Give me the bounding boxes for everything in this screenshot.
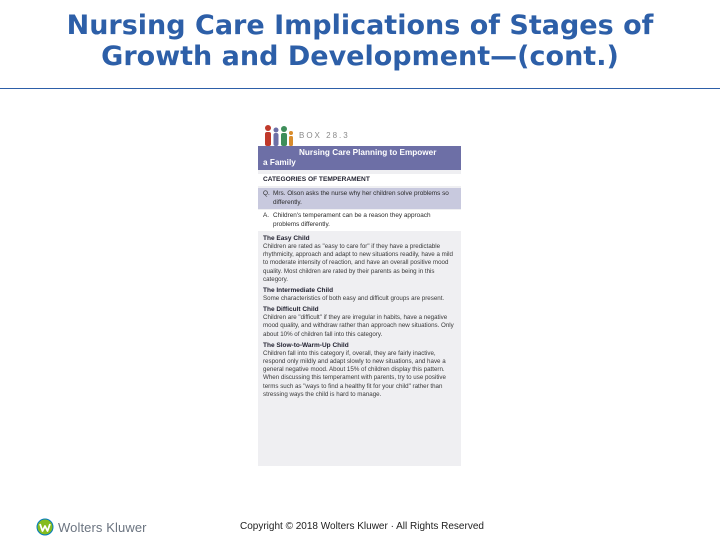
box-heading-line-1: Nursing Care Planning to Empower bbox=[299, 148, 437, 157]
box-heading-line-2: a Family bbox=[263, 158, 296, 167]
question-row bbox=[258, 188, 461, 209]
section-text-intermediate-child: Some characteristics of both easy and difficult groups are present. bbox=[263, 295, 445, 303]
section-text-difficult-child: Children are "difficult" if they are irregular in habits, have a negative mood quality, and withdraw rather than approach new situations. Only about 10% of children fall into this category. bbox=[263, 314, 454, 338]
section-text-slow-to-warm-up-child: Children fall into this category if, overall, they are fairly inactive, respond only mildly and adapt slowly to new situations, and have a general negative mood. About 15% of children display this pattern. When discussing this temperament with parents, try to use positive terms such as "ways to find a healthy fit for your child" rather than stressing ways the child is hard to manage. bbox=[263, 349, 446, 398]
section-title-difficult-child: The Difficult Child bbox=[263, 306, 319, 314]
wolters-kluwer-logo-icon bbox=[36, 518, 54, 536]
answer-text: Children's temperament can be a reason they approach problems differently. bbox=[273, 212, 431, 228]
nursing-care-box-figure bbox=[258, 120, 461, 466]
answer-tag: A. bbox=[263, 212, 270, 219]
box-number: BOX 28.3 bbox=[299, 131, 350, 140]
wolters-kluwer-logo bbox=[36, 518, 147, 536]
question-text: Mrs. Olson asks the nurse why her children solve problems so differently. bbox=[273, 190, 449, 206]
slide-title-line-2: Growth and Development—(cont.) bbox=[101, 41, 619, 72]
section-title-easy-child: The Easy Child bbox=[263, 235, 310, 242]
logo-text: Wolters Kluwer bbox=[58, 519, 147, 535]
section-title-intermediate-child: The Intermediate Child bbox=[263, 287, 334, 295]
temperament-sections bbox=[258, 234, 461, 401]
copyright-notice: Copyright © 2018 Wolters Kluwer · All Rights Reserved bbox=[240, 521, 484, 532]
slide-title-line-1: Nursing Care Implications of Stages of bbox=[66, 10, 654, 41]
categories-heading: CATEGORIES OF TEMPERAMENT bbox=[258, 174, 461, 186]
section-title-slow-to-warm-up-child: The Slow-to-Warm-Up Child bbox=[263, 341, 349, 349]
answer-row bbox=[258, 210, 461, 231]
slide-title bbox=[20, 10, 700, 72]
family-icon bbox=[262, 124, 296, 148]
section-text-easy-child: Children are rated as "easy to care for" if they have a predictable rhythmicity, approach and adapt to new situations readily, have a mild to moderate intensity of reaction, and have an overall positive mood quality. Most children are rated by their parents as being in this category. bbox=[263, 243, 453, 283]
box-heading bbox=[263, 148, 459, 168]
question-tag: Q. bbox=[263, 190, 270, 197]
title-divider bbox=[0, 88, 720, 89]
